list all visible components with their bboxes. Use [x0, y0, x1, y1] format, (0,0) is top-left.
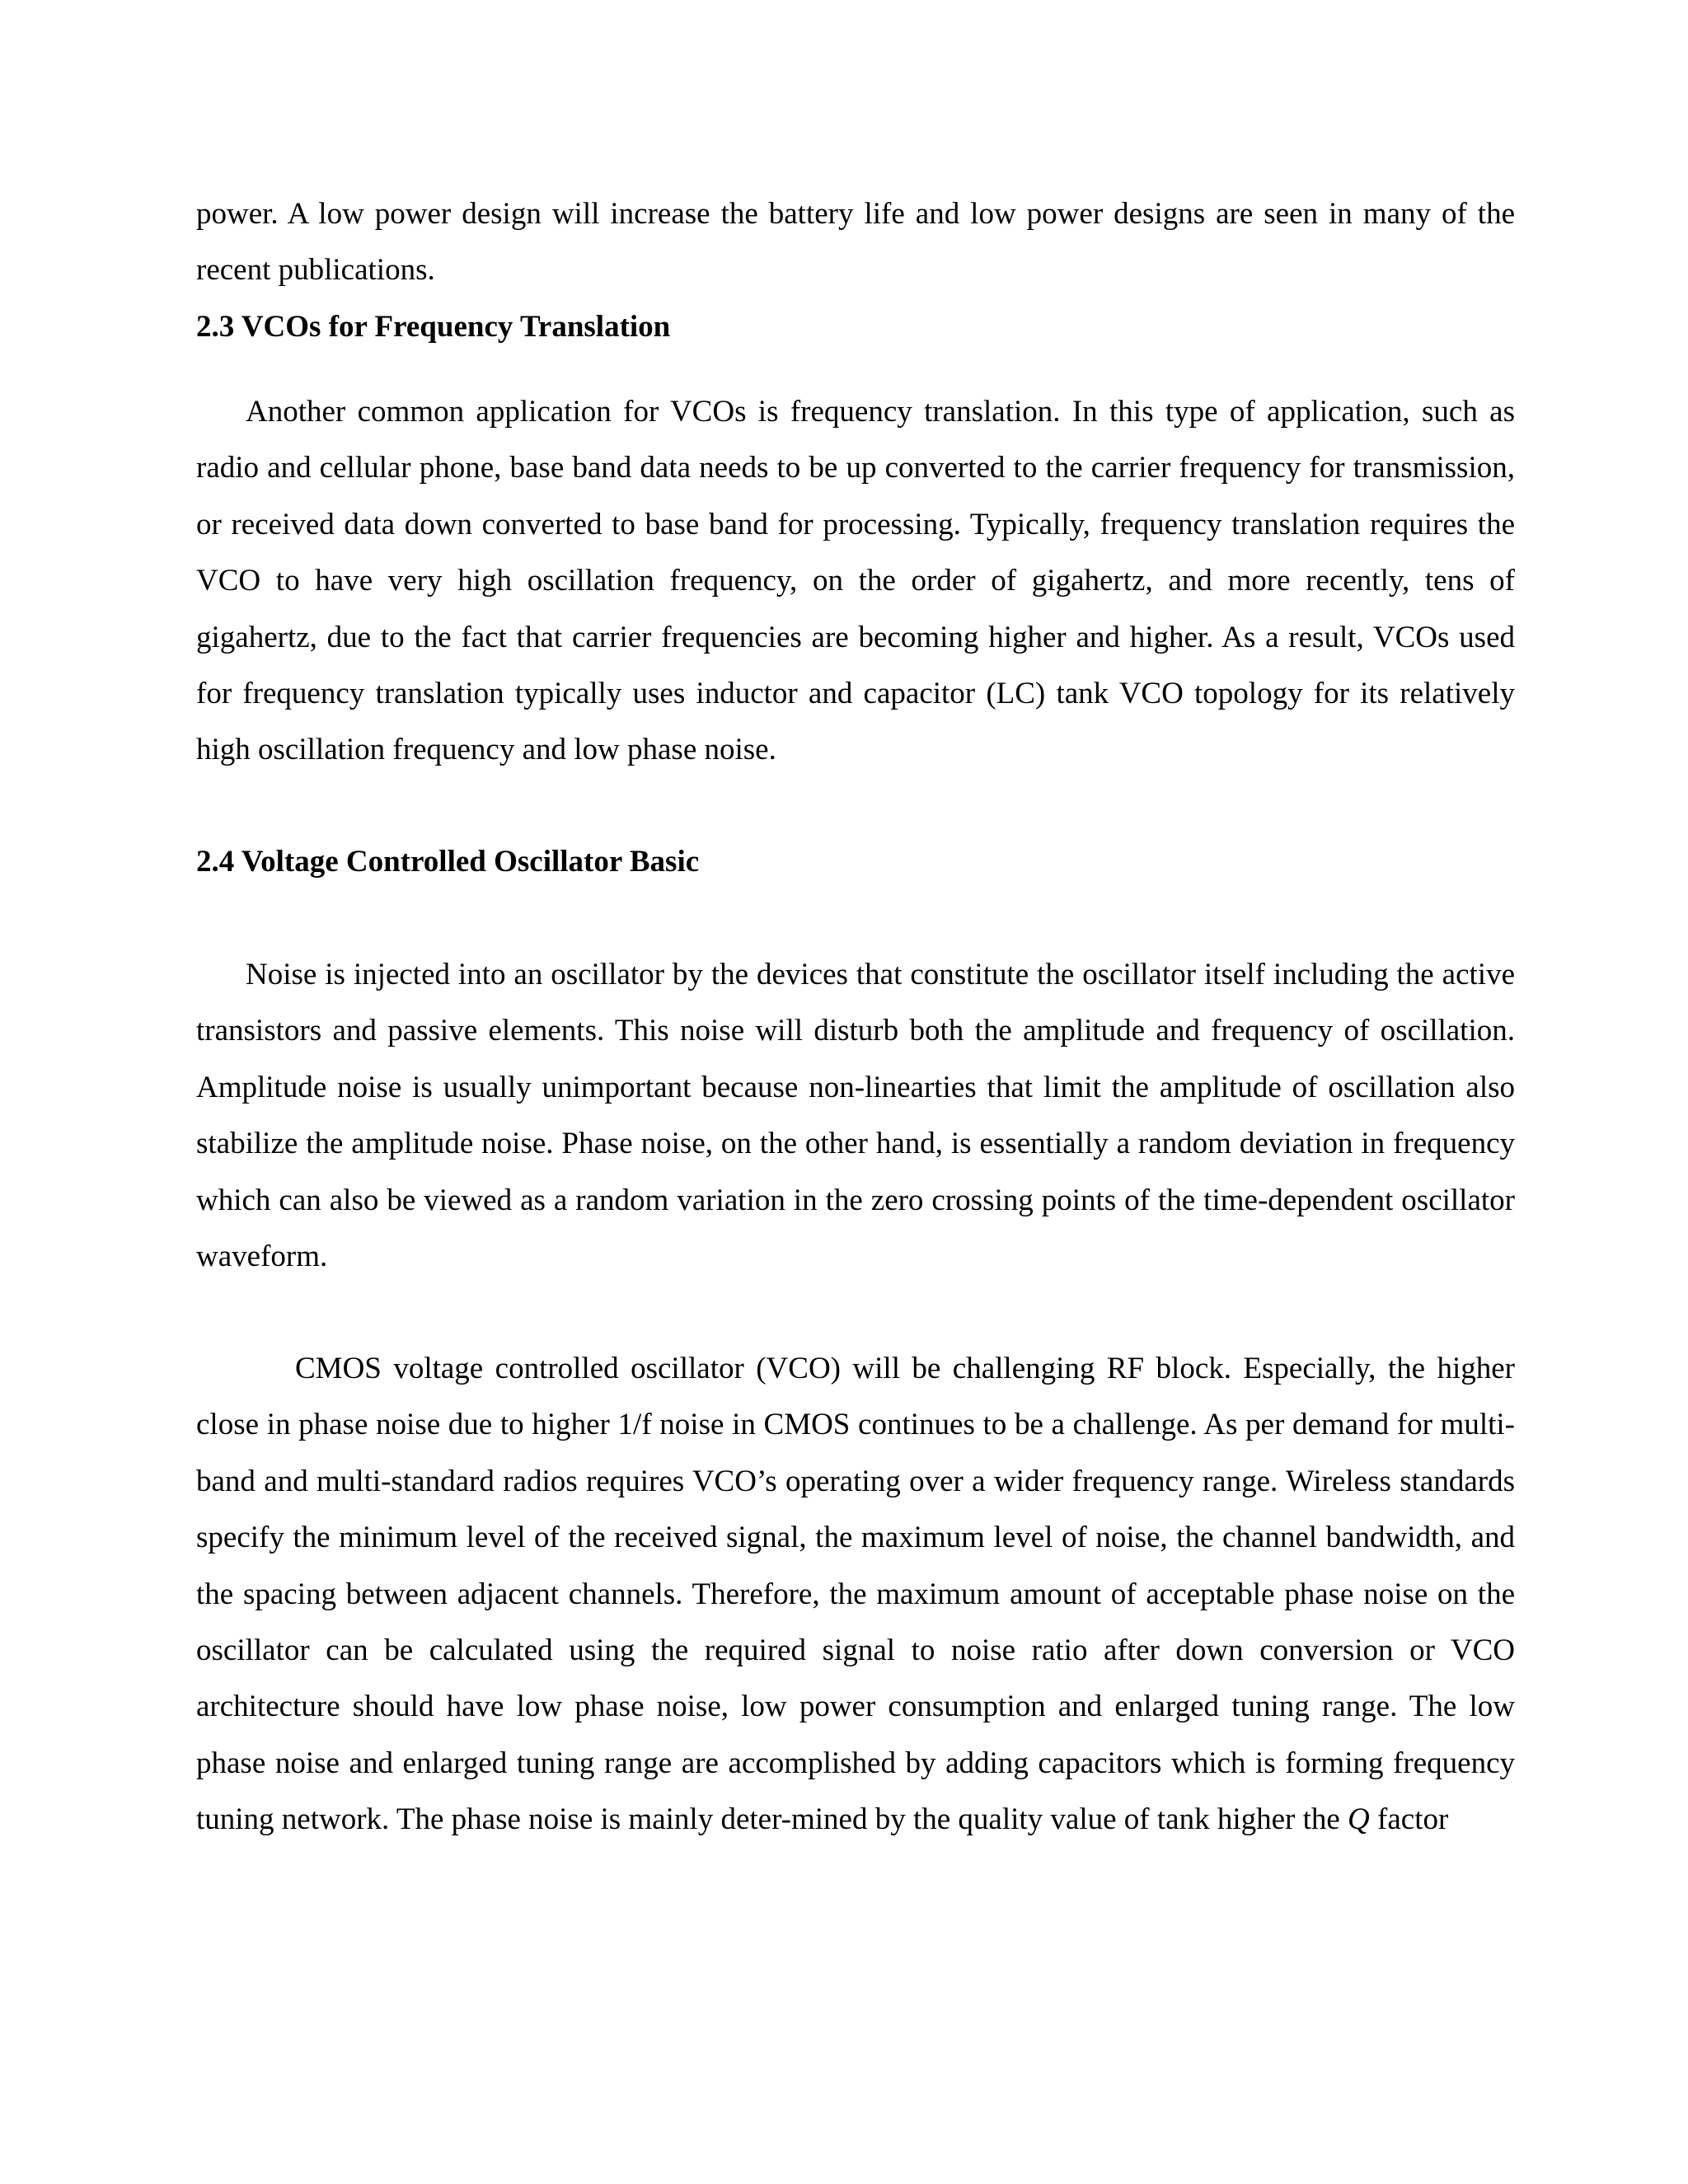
q-factor-symbol: Q — [1348, 1802, 1370, 1837]
intro-paragraph: power. A low power design will increase the battery life and low power designs are seen in many of the recent publications. — [196, 197, 1515, 288]
section-heading-2-4: 2.4 Voltage Controlled Oscillator Basic — [196, 845, 700, 879]
section-2-4-paragraph-2 — [196, 1341, 1515, 1849]
section-2-4-paragraph-1: Noise is injected into an oscillator by the devices that constitute the oscillator itself including the active transistors and passive elements. This noise will disturb both the amplitude and frequency of oscillation. Amplitude noise is usually unimportant because non-linearties that limit the amplitude of oscillation also stabilize the amplitude noise. Phase noise, on the other hand, is essentially a random deviation in frequency which can also be viewed as a random variation in the zero crossing points of the time-dependent oscillator waveform. — [196, 958, 1515, 1274]
section-2-3-paragraph: Another common application for VCOs is frequency translation. In this type of application, such as radio and cellular phone, base band data needs to be up converted to the carrier frequency for transmission, or received data down converted to base band for processing. Typically, frequency translation requires the VCO to have very high oscillation frequency, on the order of gigahertz, and more recently, tens of gigahertz, due to the fact that carrier frequencies are becoming higher and higher. As a result, VCOs used for frequency translation typically uses inductor and capacitor (LC) tank VCO topology for its relatively high oscillation frequency and low phase noise. — [196, 395, 1515, 767]
paragraph-2-main-text: CMOS voltage controlled oscillator (VCO) will be challenging RF block. Especially, the higher close in phase noise due to higher 1/f noise in CMOS continues to be a challenge. As per demand for multi-band and multi-standard radios requires VCO’s operating over a wider frequency range. Wireless standards specify the minimum level of the received signal, the maximum level of noise, the channel bandwidth, and the spacing between adjacent channels. Therefore, the maximum amount of acceptable phase noise on the oscillator can be calculated using the required signal to noise ratio after down conversion or VCO architecture should have low phase noise, low power consumption and enlarged tuning range. The low phase noise and enlarged tuning range are accomplished by adding capacitors which is forming frequency tuning network. The phase noise is mainly deter-mined by the quality value of tank higher the — [196, 1352, 1515, 1837]
paragraph-2-tail-text: factor — [1377, 1802, 1449, 1837]
section-heading-2-3: 2.3 VCOs for Frequency Translation — [196, 310, 671, 344]
